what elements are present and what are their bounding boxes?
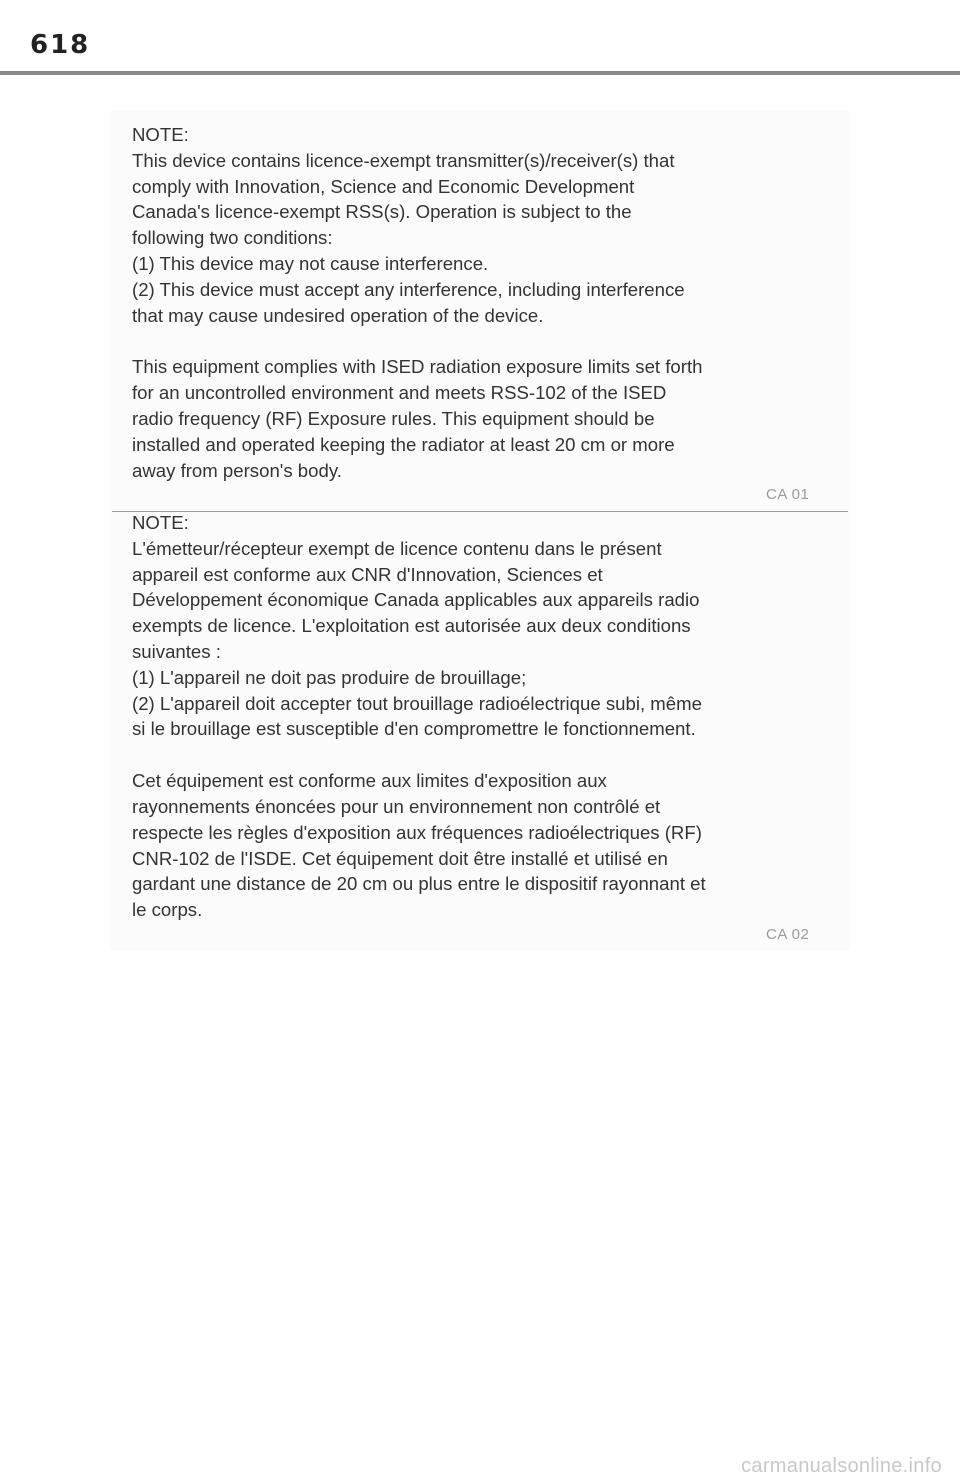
site-watermark: carmanualsonline.info — [741, 1455, 942, 1477]
english-note-paragraph: NOTE: This device contains licence-exempt transmitter(s)/receiver(s) that comply with Innovation, Science and Economic Development Canada's licence-exempt RSS(s). Operation is subject to the following two conditions: (1) This device may not cause interference. (2) This device must accept any interference, including interference that may cause undesired operation of the device. — [132, 124, 685, 326]
french-notice — [132, 510, 832, 923]
english-exposure-paragraph: This equipment complies with ISED radiation exposure limits set forth for an uncontrolled environment and meets RSS-102 of the ISED radio frequency (RF) Exposure rules. This equipment should be installed and operated keeping the radiator at least 20 cm or more away from person's body. — [132, 356, 703, 481]
page-number: 618 — [30, 30, 91, 60]
header-divider — [0, 71, 960, 75]
english-notice — [132, 122, 832, 483]
french-exposure-paragraph: Cet équipement est conforme aux limites d'exposition aux rayonnements énoncées pour un environnement non contrôlé et respecte les règles d'exposition aux fréquences radioélectriques (RF) CNR-102 de l'ISDE. Cet équipement doit être installé et utilisé en gardant une distance de 20 cm ou plus entre le dispositif rayonnant et le corps. — [132, 770, 706, 921]
english-notice-code: CA 01 — [766, 486, 810, 503]
french-notice-code: CA 02 — [766, 926, 810, 943]
french-note-paragraph: NOTE: L'émetteur/récepteur exempt de licence contenu dans le présent appareil est conforme aux CNR d'Innovation, Sciences et Développement économique Canada applicables aux appareils radio exempts de licence. L'exploitation est autorisée aux deux conditions suivantes : (1) L'appareil ne doit pas produire de brouillage; (2) L'appareil doit accepter tout brouillage radioélectrique subi, même si le brouillage est susceptible d'en compromettre le fonctionnement. — [132, 512, 702, 740]
